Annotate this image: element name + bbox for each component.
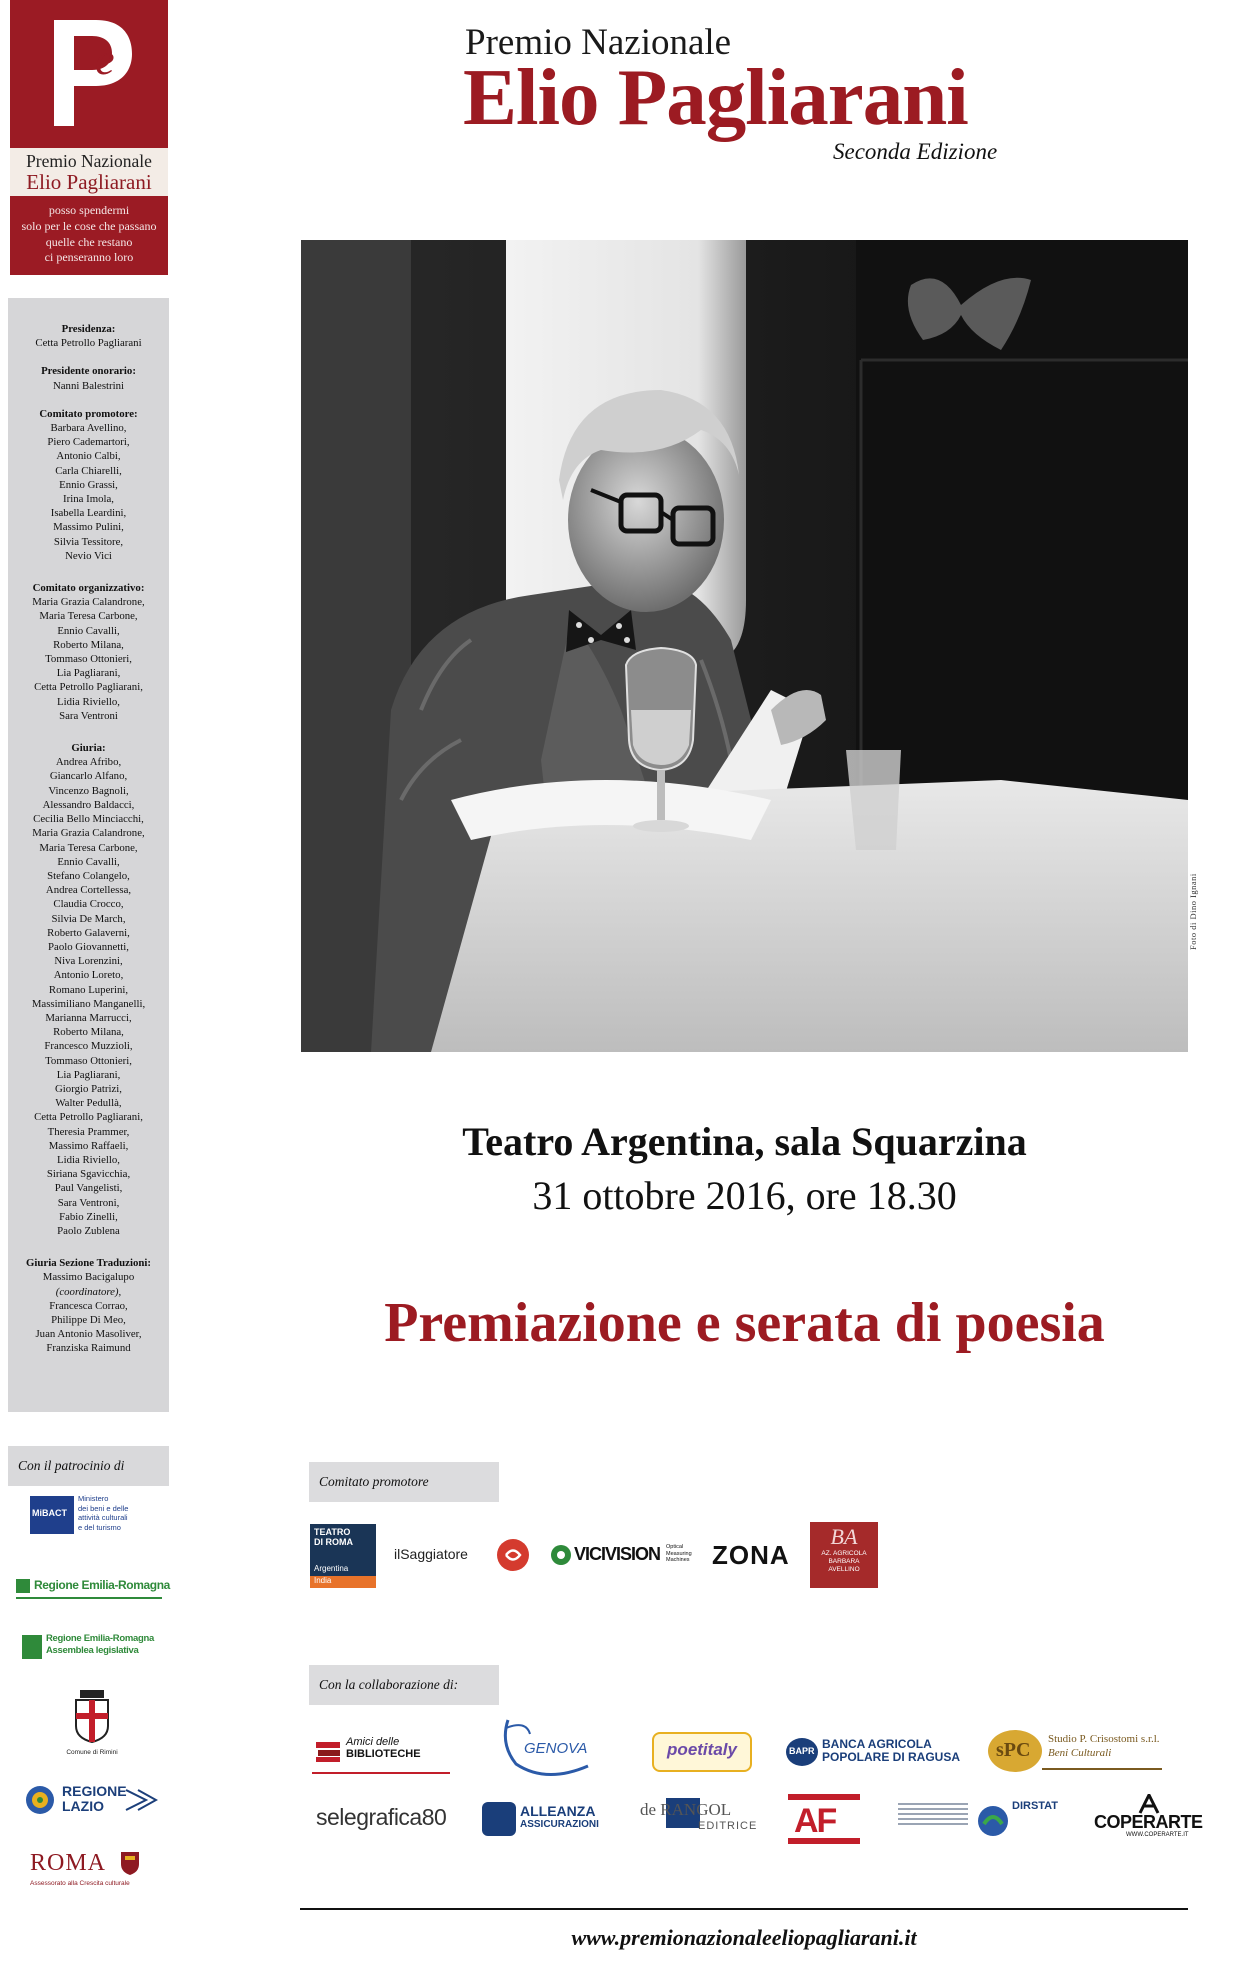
member-name: Maria Grazia Calandrone, <box>32 827 145 840</box>
teatro-roma-line: DI ROMA <box>314 1537 353 1547</box>
logo-line2: Elio Pagliarani <box>26 170 152 194</box>
member-name: Antonio Calbi, <box>56 450 121 463</box>
member-name: Romano Luperini, <box>48 983 129 996</box>
teatro-argentina-band: Argentina <box>310 1564 376 1576</box>
title-small: Premio Nazionale <box>465 22 732 63</box>
roma-sub: Assessorato alla Crescita culturale <box>30 1880 130 1887</box>
selegrafica-logo <box>316 1800 460 1836</box>
dirstat-name: DIRSTAT <box>1012 1800 1059 1812</box>
assemblea-logo <box>22 1631 152 1667</box>
rimini-logo <box>60 1688 124 1762</box>
crisostomi-logo <box>986 1728 1172 1776</box>
motto-line: ci penseranno loro <box>44 250 134 265</box>
group-heading: Comitato organizzativo: <box>32 582 145 595</box>
avellino-line: AVELLINO <box>828 1566 860 1573</box>
assemblea-line: Regione Emilia-Romagna <box>46 1633 154 1644</box>
footer-divider <box>300 1908 1188 1910</box>
alleanza-logo <box>482 1800 612 1840</box>
member-name: Siriana Sgavicchia, <box>46 1168 131 1181</box>
vicivision-logo <box>548 1536 698 1572</box>
books-icon <box>314 1738 342 1764</box>
member-name: Giancarlo Alfano, <box>49 770 128 783</box>
patronage-label: Con il patrocinio di <box>8 1446 169 1486</box>
group-heading: Presidenza: <box>61 323 116 335</box>
coperarte-a-icon <box>1138 1794 1160 1814</box>
banca-line: BANCA AGRICOLA <box>822 1737 932 1751</box>
regione-er-logo <box>16 1577 170 1599</box>
mibact-line: dei beni e delle <box>78 1503 129 1513</box>
committee-panel <box>8 298 169 1412</box>
crisostomi-emblem <box>988 1730 1042 1772</box>
mibact-line: attività culturali <box>78 1513 128 1522</box>
member-name: Marianna Marrucci, <box>45 1011 132 1024</box>
mibact-text <box>78 1494 128 1532</box>
member-name: Nanni Balestrini <box>52 379 125 392</box>
lazio-line: LAZIO <box>62 1798 104 1814</box>
teatro-roma-line: TEATRO <box>314 1527 351 1537</box>
member-name: Maria Teresa Carbone, <box>39 610 138 623</box>
member-name: Lidia Riviello, <box>57 695 120 708</box>
vicivision-name: VICIVISION <box>574 1544 661 1564</box>
amici-biblioteche-logo <box>312 1730 450 1774</box>
roma-name: ROMA <box>30 1850 107 1876</box>
member-name: Barbara Avellino, <box>50 422 127 435</box>
zona-logo <box>706 1536 792 1572</box>
zona-name: ZONA <box>712 1540 790 1570</box>
member-name: Nevio Vici <box>65 549 112 562</box>
alleanza-line: ASSICURAZIONI <box>520 1819 599 1830</box>
member-name: Theresia Prammer, <box>47 1125 130 1138</box>
member-name: Irina Imola, <box>63 493 114 506</box>
mibact-logo <box>30 1494 144 1536</box>
amici-line: Amici delle <box>346 1736 400 1748</box>
group-traduzioni <box>8 1256 169 1355</box>
member-name: Cecilia Bello Minciacchi, <box>33 813 144 826</box>
portrait-photo <box>301 240 1188 1052</box>
member-name: Giorgio Patrizi, <box>55 1082 122 1095</box>
prize-logo <box>10 0 168 275</box>
mibact-abbr: MiBACT <box>32 1508 67 1518</box>
mibact-emblem <box>30 1496 74 1534</box>
banca-mono: BAPR <box>789 1746 815 1756</box>
derangol-text <box>640 1802 757 1834</box>
dirstat-logo <box>898 1794 1066 1850</box>
lazio-text <box>62 1784 127 1814</box>
amici-text <box>346 1736 421 1760</box>
teatro-india-band: India <box>310 1576 376 1588</box>
mibact-line: e del turismo <box>78 1522 121 1532</box>
member-name: Niva Lorenzini, <box>54 955 123 968</box>
group-heading: Giuria: <box>71 742 106 755</box>
member-name: Cetta Petrollo Pagliarani, <box>34 681 143 694</box>
member-name: Franziska Raimund <box>46 1342 131 1355</box>
mibact-line: Ministero <box>78 1494 109 1503</box>
logo-e-letter: e <box>95 35 115 84</box>
banca-ragusa-logo <box>786 1734 972 1770</box>
saggiatore-name: ilSaggiatore <box>394 1546 468 1562</box>
event-date: 31 ottobre 2016, ore 18.30 <box>532 1173 957 1218</box>
member-name: Andrea Cortellessa, <box>45 884 132 897</box>
af-logo <box>784 1792 864 1846</box>
derangol-line: de RANGOL <box>640 1800 732 1819</box>
genova-logo <box>496 1714 604 1788</box>
member-name: Maria Teresa Carbone, <box>39 841 138 854</box>
title-block <box>463 22 1023 164</box>
roma-crest-icon <box>120 1850 140 1876</box>
roma-logo <box>26 1850 156 1894</box>
crisostomi-line: Beni Culturali <box>1048 1747 1112 1759</box>
alleanza-line: ALLEANZA <box>520 1803 596 1819</box>
rimini-crest-icon <box>72 1688 112 1744</box>
member-name: Ennio Grassi, <box>59 478 118 491</box>
title-edition: Seconda Edizione <box>833 139 998 164</box>
member-name: Cetta Petrollo Pagliarani <box>35 337 142 350</box>
member-name: Maria Grazia Calandrone, <box>32 596 145 609</box>
saggiatore-logo <box>388 1532 534 1578</box>
website-link[interactable]: www.premionazionaleeliopagliarani.it <box>571 1925 917 1950</box>
avellino-line: BARBARA <box>828 1558 860 1565</box>
member-name: Cetta Petrollo Pagliarani, <box>34 1111 143 1124</box>
lazio-swoosh-icon <box>124 1786 158 1814</box>
group-promotore <box>8 407 169 563</box>
member-name: Ennio Cavalli, <box>57 624 120 637</box>
member-name: Paul Vangelisti, <box>54 1182 123 1195</box>
member-name: Philippe Di Meo, <box>51 1314 126 1326</box>
banca-text <box>822 1738 960 1764</box>
member-name: Massimiliano Manganelli, <box>31 997 146 1010</box>
member-name: Carla Chiarelli, <box>55 464 122 477</box>
title-main: Elio Pagliarani <box>463 52 968 142</box>
coperarte-url: WWW.COPERARTE.IT <box>1126 1832 1189 1838</box>
coperarte-name: COPERARTE <box>1094 1812 1203 1832</box>
poetitaly-logo <box>652 1732 752 1772</box>
alleanza-text <box>520 1804 599 1832</box>
member-name: Paolo Zublena <box>57 1224 120 1237</box>
banca-emblem <box>786 1738 818 1766</box>
teatro-roma-logo <box>310 1524 376 1588</box>
group-giuria <box>8 741 169 1238</box>
assemblea-emblem <box>22 1635 42 1659</box>
member-name: Antonio Loreto, <box>53 969 124 982</box>
member-role: (coordinatore), <box>55 1285 122 1298</box>
motto-line: quelle che restano <box>45 234 133 249</box>
teatro-roma-mark <box>310 1524 376 1564</box>
event-headline: Premiazione e serata di poesia <box>384 1292 1105 1354</box>
member-name: Paolo Giovannetti, <box>48 940 129 953</box>
lazio-logo <box>24 1780 160 1820</box>
avellino-text <box>810 1550 878 1574</box>
crisostomi-rule <box>1042 1768 1162 1770</box>
member-name: Lia Pagliarani, <box>56 667 121 680</box>
motto-line: posso spendermi <box>48 203 130 217</box>
member-name: Stefano Colangelo, <box>47 869 130 882</box>
derangol-logo <box>640 1794 762 1842</box>
lazio-emblem-icon <box>24 1784 56 1816</box>
crisostomi-mono: sPC <box>996 1739 1031 1761</box>
vicivision-star-icon <box>550 1544 572 1566</box>
member-name: Silvia De March, <box>51 912 126 925</box>
lazio-line: REGIONE <box>62 1783 127 1799</box>
assemblea-line: Assemblea legislativa <box>46 1645 139 1656</box>
crisostomi-line: Studio P. Crisostomi s.r.l. <box>1048 1733 1160 1745</box>
collaboration-label: Con la collaborazione di: <box>309 1665 499 1705</box>
coperarte-logo <box>1090 1794 1216 1842</box>
member-name: Sara Ventroni, <box>57 1196 120 1209</box>
member-name: Isabella Leardini, <box>50 507 127 520</box>
member-name: Roberto Milana, <box>53 638 124 651</box>
regione-er-emblem <box>16 1579 30 1593</box>
portrait-illustration <box>301 240 1188 1052</box>
motto-line: solo per le cose che passano <box>21 218 157 233</box>
group-heading: Comitato promotore: <box>39 407 138 420</box>
member-name: Vincenzo Bagnoli, <box>48 784 129 797</box>
member-name: Francesco Muzzioli, <box>44 1040 133 1053</box>
avellino-logo <box>810 1522 878 1588</box>
crisostomi-text <box>1048 1732 1160 1760</box>
member-name: Sara Ventroni <box>59 709 118 722</box>
promoters-label: Comitato promotore <box>309 1462 499 1502</box>
member-name: Piero Cademartori, <box>47 436 130 449</box>
banca-line: POPOLARE DI RAGUSA <box>822 1750 961 1764</box>
alleanza-emblem <box>482 1802 516 1836</box>
regione-er-name: Regione Emilia-Romagna <box>34 1578 170 1592</box>
poetitaly-name: poetitaly <box>667 1740 737 1759</box>
teatro-roma-text <box>314 1527 353 1547</box>
selegrafica-name: selegrafica80 <box>316 1804 447 1830</box>
group-organizzativo <box>8 581 169 723</box>
amici-line: BIBLIOTECHE <box>346 1748 421 1760</box>
member-name: Massimo Pulini, <box>53 521 124 534</box>
dirstat-fine-print <box>898 1800 968 1844</box>
member-name: Claudia Crocco, <box>53 898 124 911</box>
event-venue: Teatro Argentina, sala Squarzina <box>462 1119 1027 1164</box>
saggiatore-icon <box>496 1538 530 1572</box>
member-name: Andrea Afribo, <box>55 756 122 769</box>
member-name: Tommaso Ottonieri, <box>45 653 132 666</box>
af-name: AF <box>794 1802 836 1840</box>
logo-line1: Premio Nazionale <box>26 151 152 171</box>
avellino-monogram: BA <box>830 1524 858 1549</box>
group-onorario <box>8 364 169 392</box>
logo-motto <box>10 203 168 266</box>
member-name: Fabio Zinelli, <box>59 1210 118 1223</box>
avellino-line: AZ. AGRICOLA <box>821 1550 867 1557</box>
assemblea-text <box>46 1633 154 1657</box>
member-name: Roberto Galaverni, <box>47 926 130 939</box>
dirstat-emblem-icon <box>976 1804 1010 1838</box>
member-name: Tommaso Ottonieri, <box>45 1054 132 1067</box>
logo-p-mark <box>40 14 138 132</box>
rimini-name: Comune di Rimini <box>66 1749 118 1756</box>
member-name: Francesca Corrao, <box>49 1299 128 1312</box>
vicivision-sub: Optical Measuring Machines <box>666 1544 692 1563</box>
genova-name: GENOVA <box>524 1740 588 1757</box>
member-name: Massimo Bacigalupo <box>42 1271 135 1284</box>
member-name: Alessandro Baldacci, <box>42 798 135 811</box>
derangol-line: EDITRICE <box>698 1820 758 1832</box>
group-presidenza <box>8 322 169 350</box>
member-name: Walter Pedullà, <box>55 1097 122 1110</box>
member-name: Juan Antonio Masoliver, <box>35 1328 142 1341</box>
photo-credit: Foto di Dino Ignani <box>1188 873 1198 950</box>
member-name: Lia Pagliarani, <box>56 1068 121 1081</box>
member-name: Roberto Milana, <box>53 1026 124 1039</box>
member-name: Silvia Tessitore, <box>53 535 124 548</box>
member-name: Massimo Raffaeli, <box>48 1139 129 1152</box>
logo-name-band <box>10 148 168 196</box>
member-name: Ennio Cavalli, <box>57 855 120 868</box>
group-heading: Presidente onorario: <box>41 365 136 378</box>
member-name: Lidia Riviello, <box>57 1153 120 1166</box>
group-heading: Giuria Sezione Traduzioni: <box>26 1257 151 1270</box>
